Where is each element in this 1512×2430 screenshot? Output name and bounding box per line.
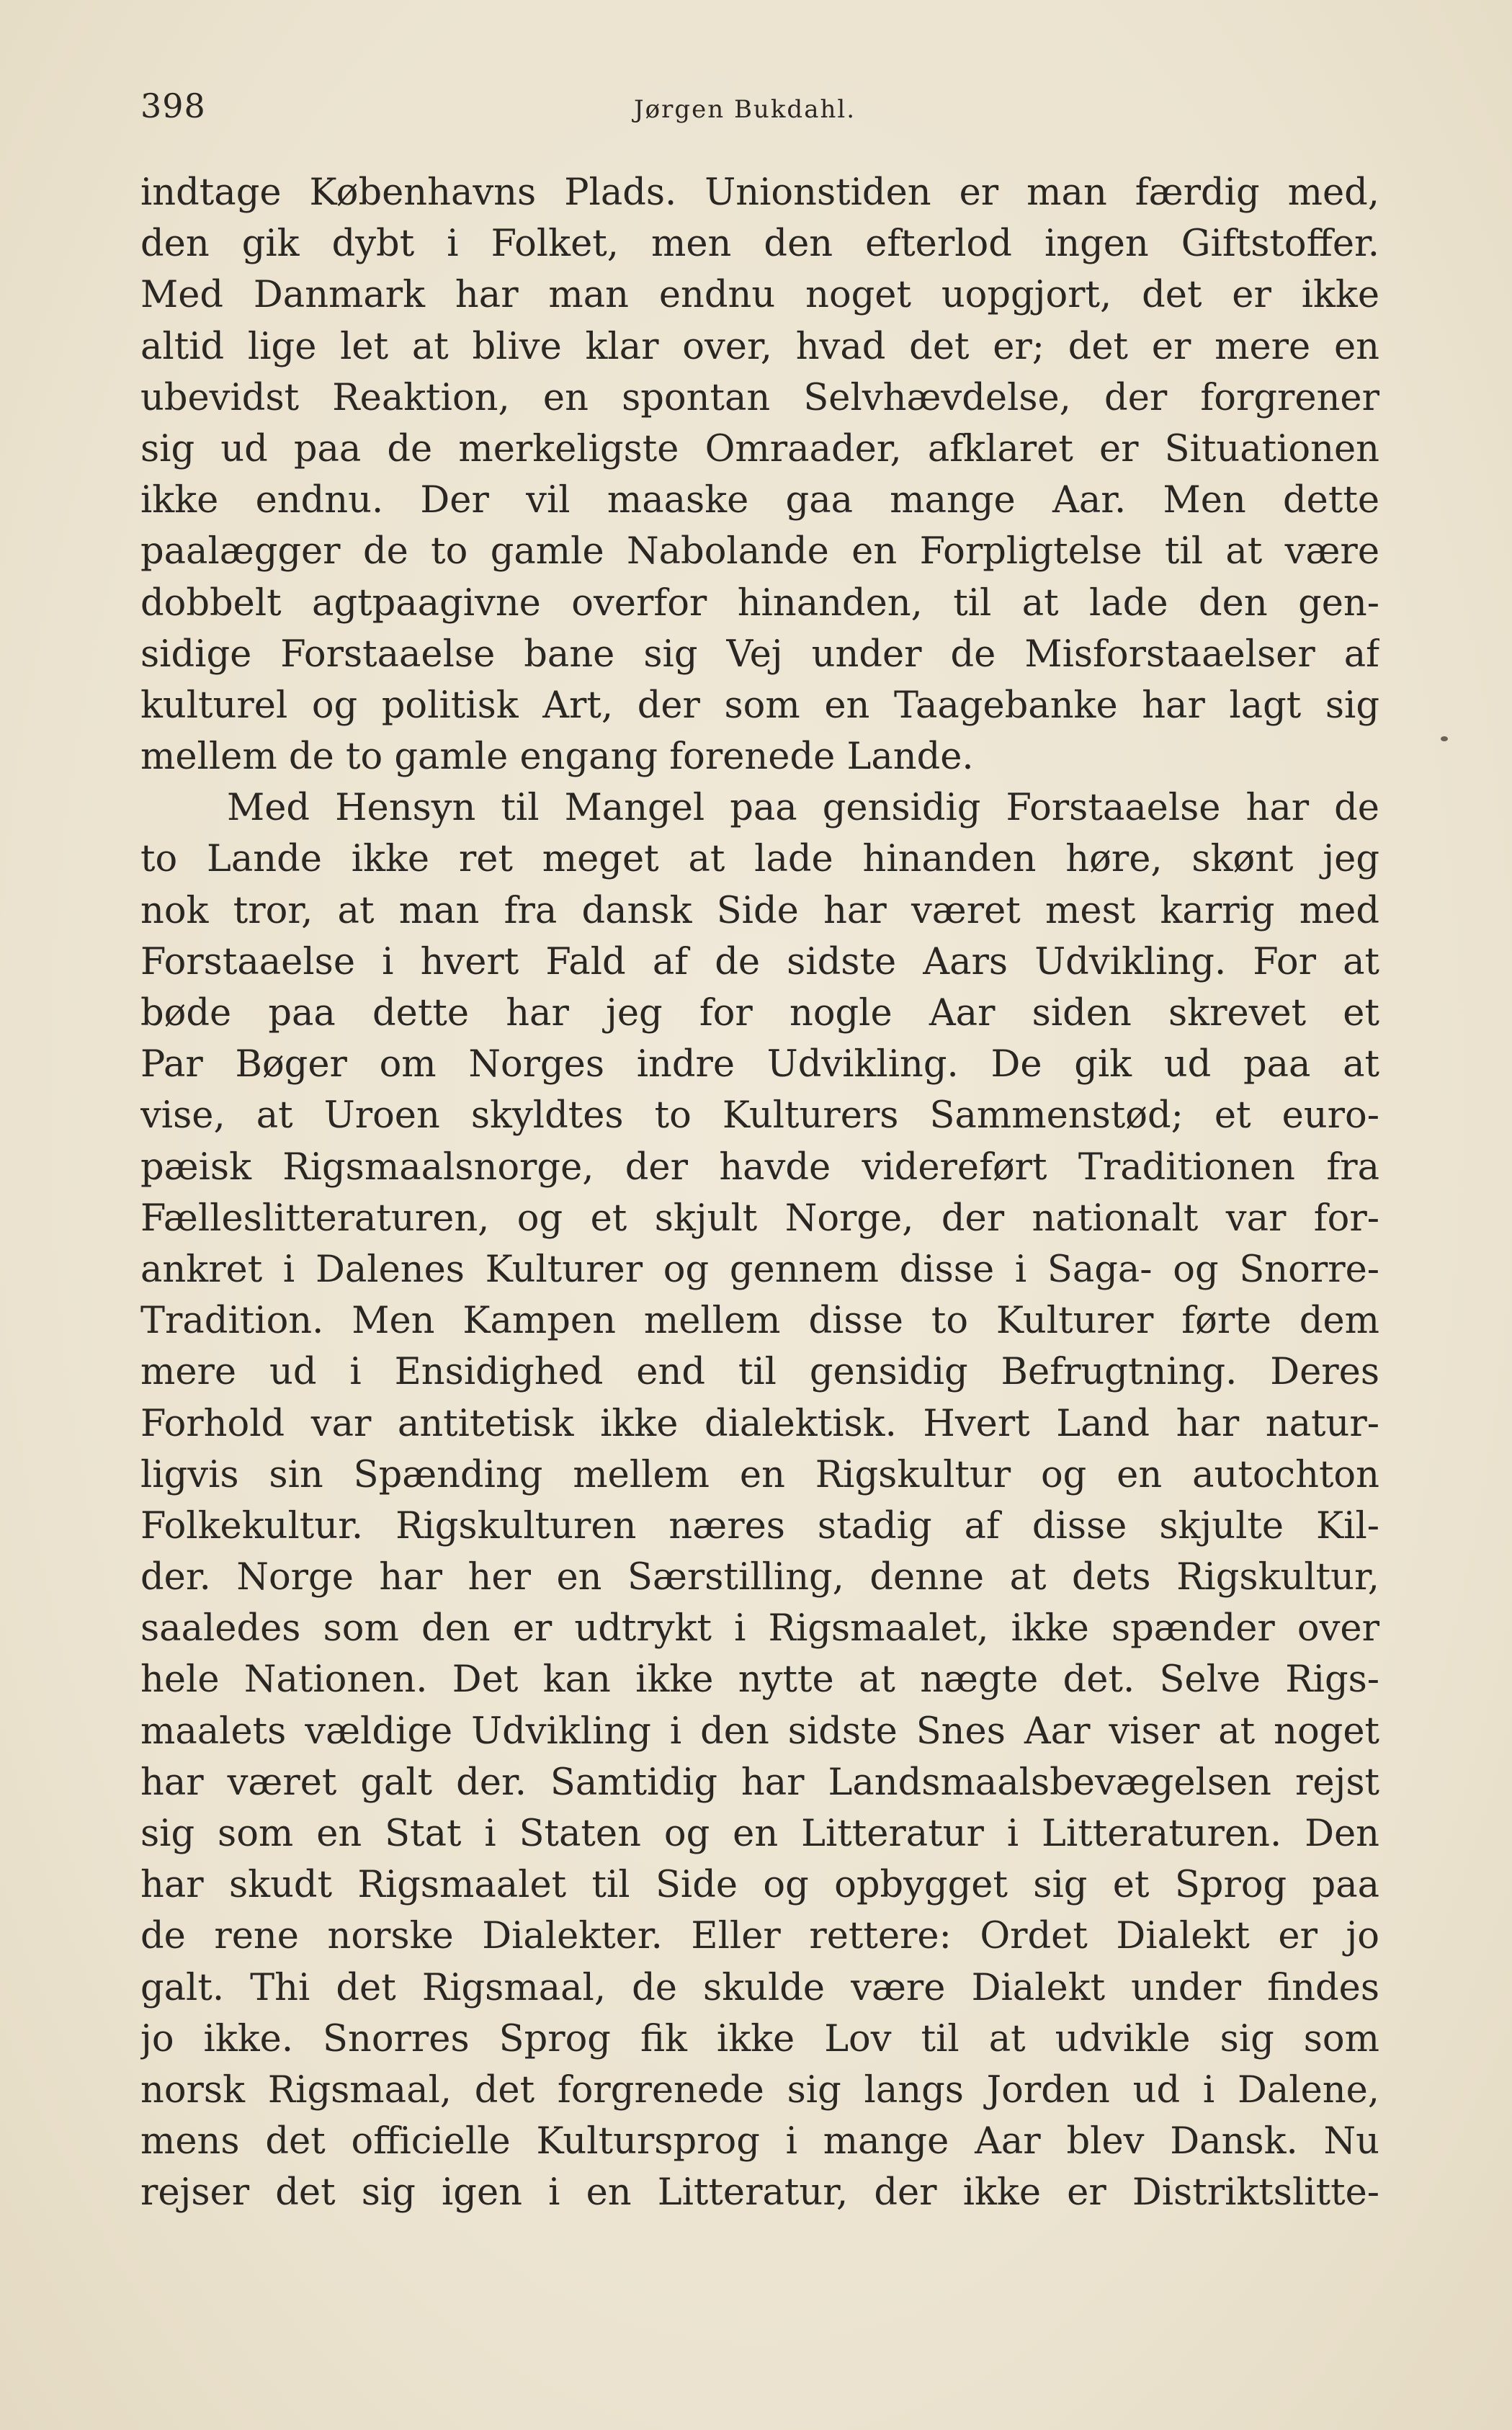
text-line: Med Danmark har man endnu noget uopgjort, det er ikke [140,274,1379,317]
text-line: paalægger de to gamle Nabolande en Forpligtelse til at være [140,530,1379,573]
text-line: pæisk Rigsmaalsnorge, der havde videreført Traditionen fra [140,1145,1379,1189]
text-line: vise, at Uroen skyldtes to Kulturers Sammenstød; et euro- [140,1094,1379,1138]
text-line: kulturel og politisk Art, der som en Taagebanke har lagt sig [140,684,1379,727]
text-line: norsk Rigsmaal, det forgrenede sig langs Jorden ud i Dalene, [140,2068,1379,2112]
text-line: maalets vældige Udvikling i den sidste Snes Aar viser at noget [140,1710,1379,1753]
text-line: sig ud paa de merkeligste Omraader, afklaret er Situationen [140,427,1379,470]
text-line: Tradition. Men Kampen mellem disse to Kulturer førte dem [140,1300,1379,1343]
text-line: ankret i Dalenes Kulturer og gennem disse i Saga- og Snorre- [140,1248,1379,1291]
text-line: mere ud i Ensidighed end til gensidig Befrugtning. Deres [140,1351,1379,1394]
text-line: rejser det sig igen i en Litteratur, der ikke er Distriktslitte- [140,2171,1379,2215]
text-line: indtage Københavns Plads. Unionstiden er man færdig med, [140,171,1379,214]
paragraph [140,167,1379,782]
text-line: mens det officielle Kultursprog i mange Aar blev Dansk. Nu [140,2120,1379,2163]
text-line: de rene norske Dialekter. Eller rettere: Ordet Dialekt er jo [140,1915,1379,1958]
text-line: Med Hensyn til Mangel paa gensidig Forstaaelse har de [227,787,1379,830]
text-line: ligvis sin Spænding mellem en Rigskultur og en autochton [140,1453,1379,1496]
text-line: ikke endnu. Der vil maaske gaa mange Aar. Men dette [140,479,1379,522]
text-line: ubevidst Reaktion, en spontan Selvhævdelse, der forgrener [140,376,1379,419]
text-line: jo ikke. Snorres Sprog fik ikke Lov til at udvikle sig som [140,2017,1379,2060]
text-line: nok tror, at man fra dansk Side har været mest karrig med [140,889,1379,932]
text-line: altid lige let at blive klar over, hvad det er; det er mere en [140,325,1379,368]
text-line: to Lande ikke ret meget at lade hinanden høre, skønt jeg [140,838,1379,881]
text-line: har skudt Rigsmaalet til Side og opbygget sig et Sprog paa [140,1864,1379,1907]
text-line: har været galt der. Samtidig har Landsmaalsbevægelsen rejst [140,1761,1379,1804]
body-text [140,167,1379,2219]
text-line: Fælleslitteraturen, og et skjult Norge, der nationalt var for- [140,1197,1379,1240]
text-line: Folkekultur. Rigskulturen næres stadig af disse skjulte Kil- [140,1504,1379,1547]
page-header [140,86,1379,137]
text-line: galt. Thi det Rigsmaal, de skulde være Dialekt under findes [140,1966,1379,2009]
page-number: 398 [140,86,206,125]
text-line: den gik dybt i Folket, men den efterlod ingen Giftstoffer. [140,223,1379,266]
text-line: hele Nationen. Det kan ikke nytte at nægte det. Selve Rigs- [140,1658,1379,1702]
text-line: sidige Forstaaelse bane sig Vej under de Misforstaaelser af [140,633,1379,676]
text-line: sig som en Stat i Staten og en Litteratur i Litteraturen. Den [140,1813,1379,1855]
text-line: der. Norge har her en Særstilling, denne at dets Rigskultur, [140,1556,1379,1599]
text-line: Par Bøger om Norges indre Udvikling. De gik ud paa at [140,1043,1379,1086]
text-line: mellem de to gamle engang forenede Lande. [140,736,974,779]
text-line: Forstaaelse i hvert Fald af de sidste Aars Udvikling. For at [140,940,1379,983]
paragraph [140,782,1379,2218]
text-line: bøde paa dette har jeg for nogle Aar siden skrevet et [140,992,1379,1035]
text-line: dobbelt agtpaagivne overfor hinanden, til at lade den gen- [140,581,1379,625]
running-head: Jørgen Bukdahl. [634,95,856,124]
text-line: Forhold var antitetisk ikke dialektisk. Hvert Land har natur- [140,1402,1379,1445]
paper-speck [1441,736,1448,741]
text-line: saaledes som den er udtrykt i Rigsmaalet, ikke spænder over [140,1607,1379,1650]
